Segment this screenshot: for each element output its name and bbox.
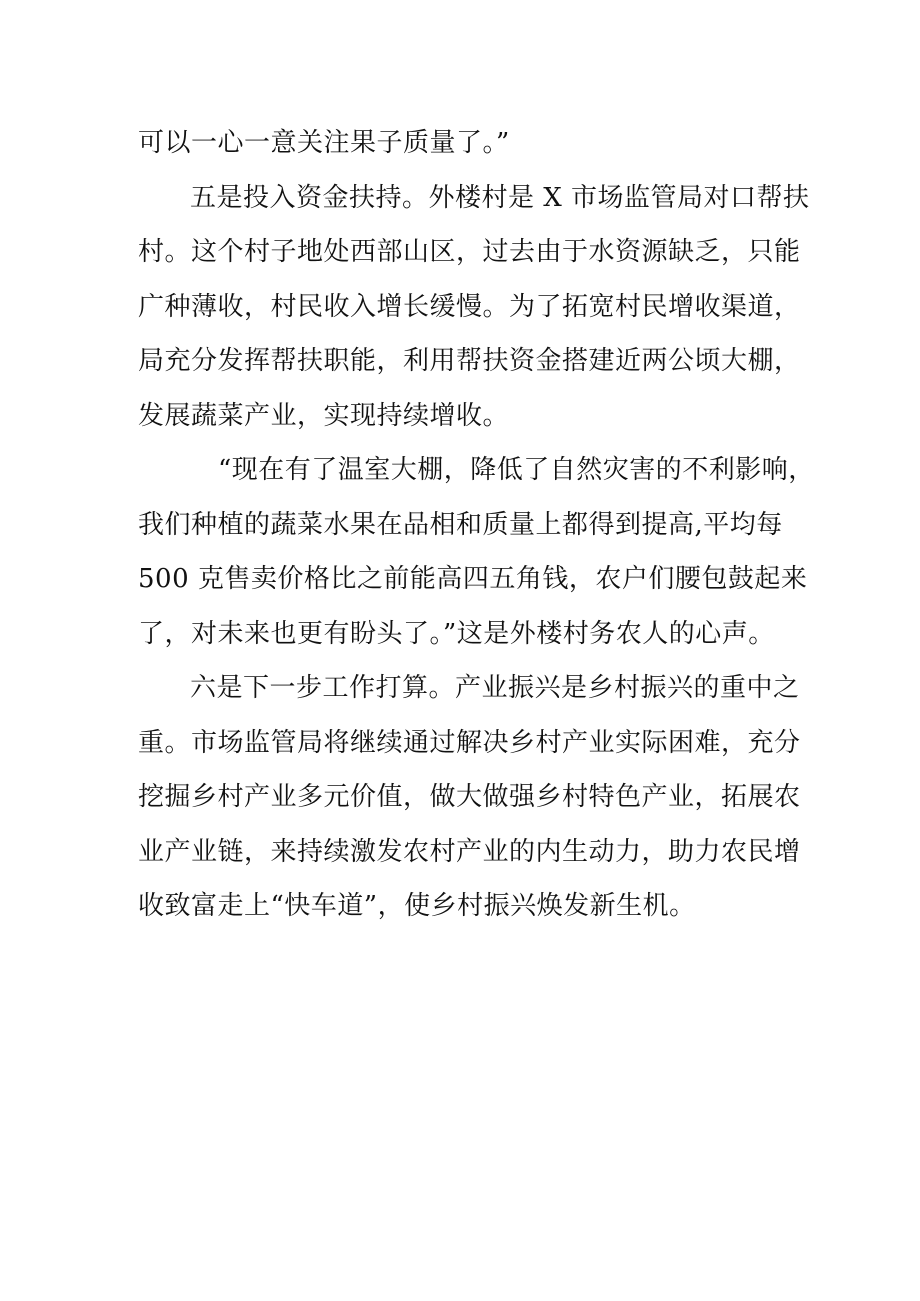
text-line: 可以一心一意关注果子质量了。” (138, 128, 510, 158)
paragraph-first-line: 六是下一步工作打算。产业振兴是乡村振兴的重中之 (190, 673, 800, 703)
paragraph-first-line: 五是投入资金扶持。外楼村是 X 市场监管局对口帮扶 (190, 182, 810, 213)
text-line: 收致富走上“快车道”，使乡村振兴焕发新生机。 (138, 891, 696, 921)
text-line: 村。这个村子地处西部山区，过去由于水资源缺乏，只能 (138, 237, 801, 267)
text-line: 我们种植的蔬菜水果在品相和质量上都得到提高,平均每 (138, 509, 783, 540)
text-line: 了，对未来也更有盼头了。”这是外楼村务农人的心声。 (138, 618, 775, 649)
text-line: 挖掘乡村产业多元价值，做大做强乡村特色产业，拓展农 (138, 782, 801, 812)
text-line: 业产业链，来持续激发农村产业的内生动力，助力农民增 (138, 836, 801, 867)
text-line: 发展蔬菜产业，实现持续增收。 (138, 400, 510, 431)
text-line: 局充分发挥帮扶职能，利用帮扶资金搭建近两公顷大棚， (138, 346, 801, 376)
text-line: 重。市场监管局将继续通过解决乡村产业实际困难，充分 (138, 727, 801, 758)
text-line: 500 克售卖价格比之前能高四五角钱，农户们腰包鼓起来 (138, 564, 808, 594)
text-line: 广种薄收，村民收入增长缓慢。为了拓宽村民增收渠道， (138, 291, 801, 322)
paragraph-first-line: “现在有了温室大棚，降低了自然灾害的不利影响， (218, 455, 815, 485)
article-body (138, 116, 815, 934)
